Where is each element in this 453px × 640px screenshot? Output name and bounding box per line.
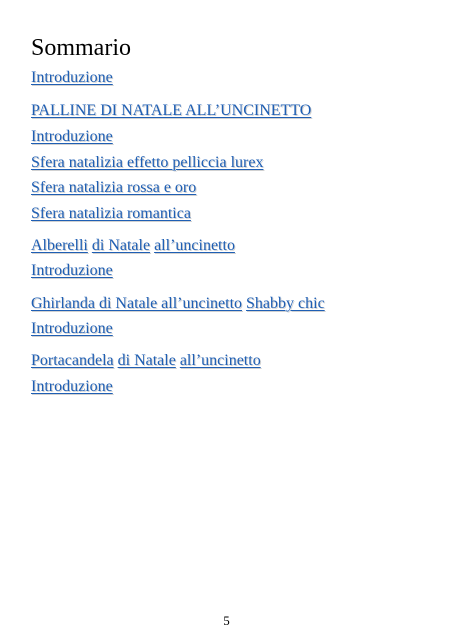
toc-entry-introduzione-5 <box>31 377 113 397</box>
toc-link[interactable]: Introduzione <box>31 69 113 86</box>
toc-entry-sfera-rossa-oro <box>31 178 196 198</box>
toc-link[interactable]: di Natale <box>117 352 176 369</box>
toc-link[interactable]: Introduzione <box>31 262 113 279</box>
toc-entry-sfera-romantica <box>31 204 191 224</box>
toc-link[interactable]: Shabby chic <box>246 295 325 312</box>
toc-link[interactable]: PALLINE DI NATALE ALL’UNCINETTO <box>31 102 312 119</box>
toc-link[interactable]: all’uncinetto <box>179 352 261 369</box>
toc-entry-alberelli <box>31 236 235 256</box>
page-title: Sommario <box>31 35 131 61</box>
toc-entry-introduzione-4 <box>31 319 113 339</box>
toc-link[interactable]: Introduzione <box>31 378 113 395</box>
toc-link[interactable]: di Natale <box>91 237 151 254</box>
toc-link[interactable]: Introduzione <box>31 128 113 145</box>
toc-link[interactable]: all’uncinetto <box>154 237 235 254</box>
toc-link[interactable]: Alberelli <box>31 237 88 254</box>
toc-entry-palline-di-natale <box>31 101 311 121</box>
toc-entry-portacandela <box>31 351 261 371</box>
toc-link[interactable]: Introduzione <box>31 320 113 337</box>
toc-entry-introduzione-1 <box>31 68 113 88</box>
toc-entry-introduzione-2 <box>31 127 113 147</box>
toc-link[interactable]: Sfera natalizia rossa e oro <box>31 179 197 196</box>
toc-link[interactable]: Portacandela <box>31 352 114 369</box>
toc-entry-ghirlanda <box>31 294 325 314</box>
toc-entry-introduzione-3 <box>31 261 113 281</box>
page-number: 5 <box>223 613 230 628</box>
toc-link[interactable]: Ghirlanda di Natale all’uncinetto <box>31 295 243 312</box>
toc-link[interactable]: Sfera natalizia effetto pelliccia lurex <box>31 154 264 171</box>
toc-entry-sfera-pelliccia-lurex <box>31 153 263 173</box>
toc-link[interactable]: Sfera natalizia romantica <box>31 205 191 222</box>
